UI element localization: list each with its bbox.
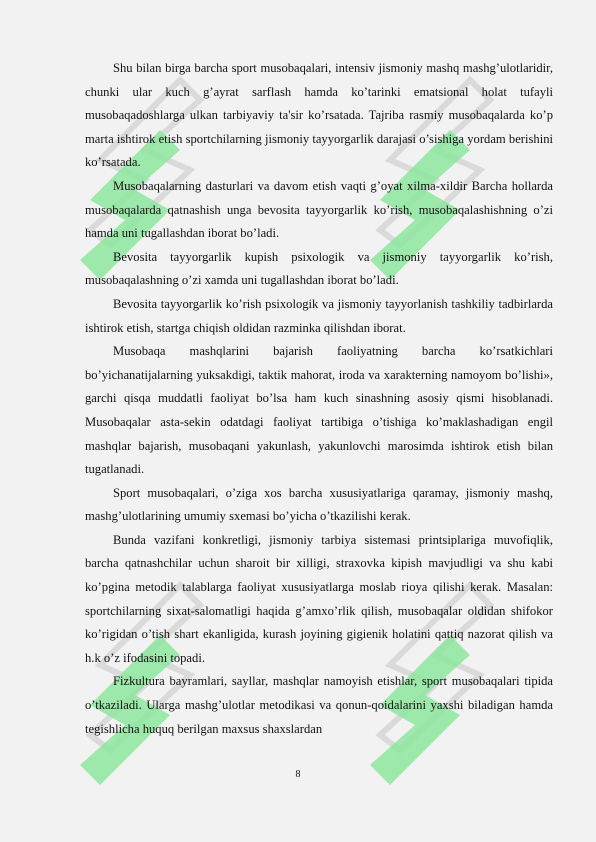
paragraph: Bevosita tayyorgarlik ko’rish psixologik va jismoniy tayyorlanish tashkiliy tadbirlarda ishtirok etish, startga chiqish oldidan razminka qilishdan iborat. <box>85 296 553 335</box>
paragraph: Bevosita tayyorgarlik kupish psixologik va jismoniy tayyorgarlik ko’rish, musobaqalashning o’zi xamda uni tugallashdan iborat bo’ladi. <box>85 249 553 288</box>
paragraph: Shu bilan birga barcha sport musobaqalari, intensiv jismoniy mashq mashg’ulotlaridir, chunki ular kuch g’ayrat sarflash hamda ko’tarinki ematsional holat tufayli musobaqadoshlarga ulkan tarbiyaviy ta'sir ko’rsatada. Tajriba rasmiy musobaqalarda ko’p marta ishtirok etish sportchilarning jismoniy tayyorgarlik darajasi o’sishiga yordam berishini ko’rsatada. <box>85 61 553 170</box>
paragraph: Musobaqa mashqlarini bajarish faoliyatning barcha ko’rsatkichlari bo’yichanatijalarning yuksakdigi, taktik mahorat, iroda va xarakterning namoyom bo’lishi», garchi qisqa muddatli faoliyat bo’lsa ham kuch sinashning asosiy qismi hisoblanadi. Musobaqalar asta-sekin odatdagi faoliyat tartibiga o’tishiga ko’maklashadigan engil mashqlar bajarish, musobaqani yakunlash, yakunlovchi marosimda ishtirok etish bilan tugatlanadi. <box>85 344 553 477</box>
page-number: 8 <box>295 769 301 780</box>
paragraph: Musobaqalarning dasturlari va davom etish vaqti g’oyat xilma-xildir Barcha hollarda musobaqalarda qatnashish unga bevosita tayyorgarlik ko’rish, musobaqalashishning o’zi hamda uni tugallashdan iborat bo’ladi. <box>85 178 553 241</box>
paragraph: Bunda vazifani konkretligi, jismoniy tarbiya sistemasi printsiplariga muvofiqlik, barcha qatnashchilar uchun sharoit bir xilligi, straxovka kipish mavjudligi va shu kabi ko’pgina metodik talablarga faoliyat xususiyatlarga moslab rioya qilishi kerak. Masalan: sportchilarning sixat-salomatligi haqida g’amxo’rlik qilish, musobaqalar oldidan shifokor ko’rigidan o’tish shart ekanligida, kurash joyining gigienik holatini qattiq nazorat qilish va h.k o’z ifodasini topadi. <box>85 532 553 665</box>
paragraph: Sport musobaqalari, o’ziga xos barcha xususiyatlariga qaramay, jismoniy mashq, mashg’ulotlarining umumiy sxemasi bo’yicha o’tkazilishi kerak. <box>85 485 553 524</box>
document-body <box>85 57 553 741</box>
paragraph: Fizkultura bayramlari, sayllar, mashqlar namoyish etishlar, sport musobaqalari tipida o’tkaziladi. Ularga mashg’ulotlar metodikasi va qonun-qoidalarini yaxshi biladigan hamda tegishlicha huquq berilgan maxsus shaxslardan <box>85 674 553 736</box>
